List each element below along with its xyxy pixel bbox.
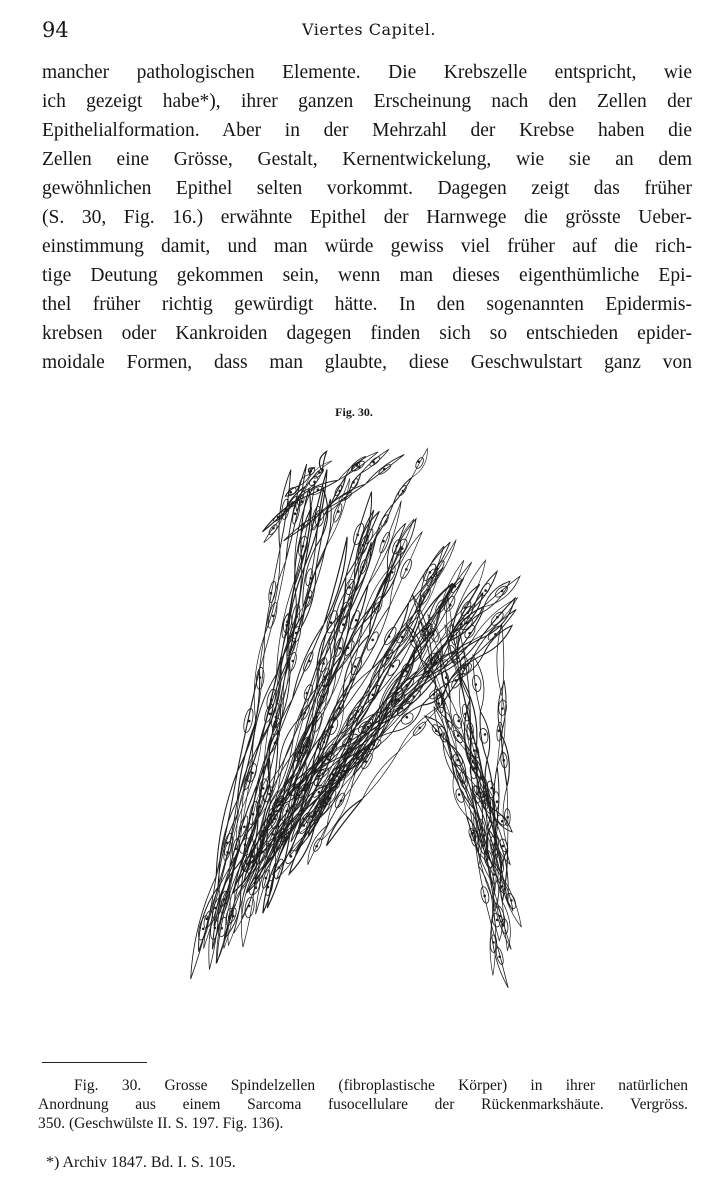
cell-nucleolus — [362, 566, 364, 568]
cell-nucleolus — [246, 779, 248, 781]
cell-nucleolus — [259, 806, 261, 808]
cell-nucleolus — [367, 726, 369, 728]
cell-nucleolus — [462, 781, 464, 783]
cell-nucleolus — [392, 665, 394, 667]
cell-nucleolus — [418, 461, 420, 463]
cell-nucleus — [244, 896, 256, 918]
cell-nucleolus — [214, 927, 216, 929]
cell-nucleolus — [422, 630, 424, 632]
cell-nucleolus — [494, 874, 496, 876]
cell-nucleolus — [270, 592, 272, 594]
cell-nucleolus — [290, 856, 292, 858]
running-head — [42, 18, 666, 44]
page-number: 94 — [42, 18, 69, 42]
cell-nucleolus — [347, 647, 349, 649]
text-line: (S. 30, Fig. 16.) erwähnte Epithel der Harnwege die grösste Ueber- — [42, 207, 692, 228]
cell-nucleolus — [235, 848, 237, 850]
cell-nucleolus — [447, 720, 449, 722]
cell-nucleolus — [332, 774, 334, 776]
cell-nucleolus — [406, 716, 408, 718]
cell-nucleolus — [248, 720, 250, 722]
cell-nucleolus — [433, 693, 435, 695]
footnote: *) Archiv 1847. Bd. I. S. 105. — [46, 1154, 236, 1171]
cell-nucleolus — [358, 758, 360, 760]
cell-nucleolus — [385, 715, 387, 717]
cell-nucleolus — [378, 605, 380, 607]
cell-nucleolus — [262, 851, 264, 853]
cell-nucleolus — [428, 632, 430, 634]
cell-nucleolus — [473, 750, 475, 752]
cell-nucleolus — [286, 624, 288, 626]
cell-nucleolus — [206, 918, 208, 920]
cell-nucleolus — [383, 540, 385, 542]
cell-nucleolus — [503, 924, 505, 926]
cell-nucleolus — [373, 461, 375, 463]
figure-legend — [38, 1076, 688, 1133]
spindle-cell — [473, 655, 484, 711]
cell-nucleolus — [464, 665, 466, 667]
cell-nucleolus — [330, 622, 332, 624]
cell-nucleolus — [335, 786, 337, 788]
cell-nucleolus — [484, 734, 486, 736]
spindle-cell — [362, 752, 397, 799]
cell-nucleolus — [441, 665, 443, 667]
cell-nucleolus — [470, 731, 472, 733]
cell-nucleolus — [432, 634, 434, 636]
cell-nucleolus — [362, 544, 364, 546]
cell-nucleolus — [295, 632, 297, 634]
spindle-cell — [501, 734, 509, 786]
cell-nucleolus — [452, 635, 454, 637]
cell-nucleolus — [507, 816, 509, 818]
cell-nucleolus — [271, 821, 273, 823]
cell-nucleolus — [259, 677, 261, 679]
cell-nucleolus — [274, 726, 276, 728]
cell-nucleolus — [496, 919, 498, 921]
cell-nucleolus — [358, 466, 360, 468]
cell-nucleolus — [401, 636, 403, 638]
cell-nucleolus — [465, 713, 467, 715]
spindle-cell — [483, 625, 512, 654]
cell-nucleolus — [286, 810, 288, 812]
cell-nucleolus — [327, 759, 329, 761]
cell-nucleolus — [383, 468, 385, 470]
cell-nucleolus — [501, 590, 503, 592]
cell-nucleolus — [337, 511, 339, 513]
cell-nucleolus — [492, 852, 494, 854]
cell-nucleolus — [495, 633, 497, 635]
cell-nucleolus — [437, 568, 439, 570]
cell-nucleolus — [344, 770, 346, 772]
cell-nucleolus — [342, 624, 344, 626]
cell-nucleolus — [275, 716, 277, 718]
legend-line: Fig. 30. Grosse Spindelzellen (fibroplastische Körper) in ihrer natürlichen — [74, 1077, 688, 1094]
cell-nucleolus — [406, 685, 408, 687]
cell-nucleolus — [277, 516, 279, 518]
text-line: Epithelialformation. Aber in der Mehrzahl der Krebse haben die — [42, 120, 692, 141]
cell-nucleolus — [300, 752, 302, 754]
cell-nucleolus — [472, 760, 474, 762]
cell-nucleolus — [378, 715, 380, 717]
cell-nucleolus — [435, 730, 437, 732]
cell-nucleolus — [347, 751, 349, 753]
cell-nucleolus — [296, 616, 298, 618]
cell-nucleolus — [475, 836, 477, 838]
cell-nucleolus — [339, 490, 341, 492]
cell-nucleolus — [372, 639, 374, 641]
cell-nucleolus — [311, 816, 313, 818]
cell-nucleolus — [273, 527, 275, 529]
cell-nucleolus — [290, 491, 292, 493]
cell-nucleolus — [439, 606, 441, 608]
cell-nucleolus — [464, 607, 466, 609]
cell-nucleus — [399, 711, 415, 727]
text-line: krebsen oder Kankroiden dagegen finden sich so entschieden epider- — [42, 323, 692, 344]
cell-nucleolus — [473, 769, 475, 771]
cell-nucleolus — [466, 622, 468, 624]
cell-nucleolus — [280, 835, 282, 837]
cell-nucleolus — [486, 859, 488, 861]
cell-nucleolus — [306, 692, 308, 694]
chapter-title: Viertes Capitel. — [302, 20, 436, 39]
cell-nucleolus — [397, 692, 399, 694]
cell-nucleolus — [301, 501, 303, 503]
cell-nucleolus — [428, 672, 430, 674]
figure-label: Fig. 30. — [335, 405, 373, 419]
cell-nucleolus — [248, 905, 250, 907]
cell-nucleolus — [500, 861, 502, 863]
cell-nucleolus — [475, 684, 477, 686]
cell-nucleolus — [458, 720, 460, 722]
cell-nucleus — [471, 675, 481, 692]
cell-nucleolus — [272, 833, 274, 835]
cell-nucleolus — [441, 734, 443, 736]
cell-nucleolus — [424, 596, 426, 598]
text-line: moidale Formen, dass man glaubte, diese Geschwulstart ganz von — [42, 352, 692, 373]
text-line: tige Deutung gekommen sein, wenn man dieses eigenthümliche Epi- — [42, 265, 692, 286]
cell-nucleolus — [215, 907, 217, 909]
cell-nucleolus — [310, 577, 312, 579]
cell-nucleolus — [324, 676, 326, 678]
cell-nucleolus — [291, 646, 293, 648]
text-line: mancher pathologischen Elemente. Die Krebszelle entspricht, wie — [42, 62, 692, 83]
cell-nucleus — [378, 531, 392, 554]
cell-nucleolus — [364, 727, 366, 729]
cell-nucleolus — [463, 667, 465, 669]
cell-nucleolus — [499, 956, 501, 958]
cell-nucleolus — [316, 845, 318, 847]
cell-nucleolus — [273, 850, 275, 852]
cell-nucleolus — [483, 796, 485, 798]
cell-nucleolus — [287, 621, 289, 623]
cell-nucleolus — [419, 727, 421, 729]
cell-nucleolus — [269, 713, 271, 715]
cell-nucleolus — [406, 671, 408, 673]
cell-nucleus — [368, 455, 381, 467]
cell-nucleolus — [279, 803, 281, 805]
cell-nucleolus — [449, 604, 451, 606]
cell-nucleus — [312, 837, 323, 852]
cell-nucleolus — [310, 470, 312, 472]
cell-nucleolus — [202, 928, 204, 930]
cell-nucleolus — [232, 915, 234, 917]
cell-nucleolus — [388, 636, 390, 638]
cell-nucleolus — [413, 696, 415, 698]
legend-line: Anordnung aus einem Sarcoma fusocellulare der Rückenmarkshäute. Vergröss. — [38, 1096, 688, 1113]
cell-nucleolus — [429, 572, 431, 574]
cell-nucleolus — [357, 534, 359, 536]
spindle-cell — [319, 451, 326, 471]
cell-nucleolus — [244, 826, 246, 828]
cell-nucleolus — [458, 794, 460, 796]
cell-nucleolus — [221, 927, 223, 929]
cell-nucleolus — [441, 700, 443, 702]
cell-nucleolus — [274, 742, 276, 744]
cell-nucleolus — [294, 513, 296, 515]
cell-nucleolus — [322, 773, 324, 775]
cell-nucleus — [268, 523, 279, 535]
cell-nucleolus — [318, 791, 320, 793]
cell-nucleolus — [340, 800, 342, 802]
cell-nucleolus — [434, 662, 436, 664]
cell-nucleolus — [274, 818, 276, 820]
cell-nucleolus — [438, 703, 440, 705]
cell-nucleolus — [267, 886, 269, 888]
cell-nucleolus — [431, 659, 433, 661]
cell-nucleolus — [227, 851, 229, 853]
cell-nucleolus — [316, 720, 318, 722]
cell-nucleolus — [402, 490, 404, 492]
cell-nucleolus — [387, 657, 389, 659]
cell-nucleus — [386, 658, 402, 677]
cell-nucleolus — [385, 521, 387, 523]
cell-nucleolus — [372, 694, 374, 696]
cell-nucleolus — [502, 845, 504, 847]
cell-nucleolus — [349, 587, 351, 589]
cell-nucleolus — [278, 867, 280, 869]
cell-nucleolus — [469, 632, 471, 634]
cell-nucleolus — [351, 718, 353, 720]
cell-nucleolus — [303, 818, 305, 820]
cell-nucleolus — [262, 830, 264, 832]
cell-nucleolus — [246, 863, 248, 865]
cell-nucleolus — [252, 856, 254, 858]
cell-nucleolus — [309, 597, 311, 599]
cell-nucleolus — [454, 586, 456, 588]
cell-nucleolus — [262, 787, 264, 789]
cell-nucleolus — [223, 899, 225, 901]
cell-nucleus — [379, 514, 389, 528]
cell-nucleolus — [496, 801, 498, 803]
cell-nucleolus — [457, 735, 459, 737]
cell-nucleolus — [323, 696, 325, 698]
cell-nucleolus — [303, 524, 305, 526]
cell-nucleolus — [453, 652, 455, 654]
cell-nucleolus — [482, 845, 484, 847]
cell-nucleolus — [323, 802, 325, 804]
cell-nucleolus — [304, 789, 306, 791]
cell-nucleolus — [308, 660, 310, 662]
cell-nucleolus — [285, 509, 287, 511]
cell-nucleolus — [323, 741, 325, 743]
cell-nucleolus — [401, 707, 403, 709]
cell-nucleolus — [501, 885, 503, 887]
cell-nucleolus — [269, 793, 271, 795]
cell-nucleolus — [314, 481, 316, 483]
cell-nucleolus — [244, 844, 246, 846]
cell-nucleolus — [319, 472, 321, 474]
cell-nucleolus — [489, 802, 491, 804]
cell-nucleolus — [245, 860, 247, 862]
cell-nucleolus — [344, 497, 346, 499]
cell-nucleolus — [493, 942, 495, 944]
cell-nucleolus — [511, 900, 513, 902]
cell-nucleolus — [411, 640, 413, 642]
cell-nucleolus — [270, 699, 272, 701]
cell-nucleolus — [476, 793, 478, 795]
cell-nucleolus — [329, 751, 331, 753]
cell-nucleolus — [323, 663, 325, 665]
cell-nucleolus — [269, 814, 271, 816]
cell-nucleolus — [292, 660, 294, 662]
cell-nucleolus — [373, 744, 375, 746]
cell-nucleolus — [365, 761, 367, 763]
cell-nucleolus — [287, 826, 289, 828]
spindle-cell — [301, 570, 315, 627]
footnote-divider — [42, 1062, 147, 1063]
cell-nucleolus — [484, 895, 486, 897]
cell-nucleolus — [455, 680, 457, 682]
cell-nucleolus — [484, 787, 486, 789]
cell-nucleolus — [398, 700, 400, 702]
cell-nucleus — [479, 728, 489, 744]
cell-nucleolus — [292, 788, 294, 790]
cell-nucleolus — [391, 571, 393, 573]
cell-nucleolus — [339, 707, 341, 709]
cell-nucleolus — [354, 666, 356, 668]
cell-nucleolus — [253, 865, 255, 867]
cell-nucleolus — [342, 770, 344, 772]
cell-nucleolus — [304, 712, 306, 714]
spindle-cells-illustration — [170, 432, 530, 1022]
cell-nucleolus — [494, 843, 496, 845]
text-line: Zellen eine Grösse, Gestalt, Kernentwickelung, wie sie an dem — [42, 149, 692, 170]
cell-nucleolus — [484, 800, 486, 802]
text-line: einstimmung damit, und man würde gewiss viel früher auf die rich- — [42, 236, 692, 257]
cell-nucleolus — [491, 787, 493, 789]
cell-nucleolus — [471, 832, 473, 834]
cell-nucleolus — [343, 609, 345, 611]
text-line: thel früher richtig gewürdigt hätte. In den sogenannten Epidermis- — [42, 294, 692, 315]
cell-nucleolus — [252, 813, 254, 815]
cell-nucleolus — [276, 805, 278, 807]
cell-nucleolus — [302, 545, 304, 547]
cell-nucleolus — [498, 730, 500, 732]
cell-nucleolus — [457, 759, 459, 761]
cell-nucleolus — [406, 569, 408, 571]
cell-nucleolus — [300, 782, 302, 784]
cell-nucleolus — [458, 657, 460, 659]
legend-line: 350. (Geschwülste II. S. 197. Fig. 136). — [38, 1115, 284, 1132]
illustration-svg — [170, 432, 530, 1022]
cell-nucleolus — [401, 548, 403, 550]
cell-nucleolus — [355, 619, 357, 621]
cell-nucleolus — [497, 616, 499, 618]
cell-nucleolus — [255, 887, 257, 889]
text-line: ich gezeigt habe*), ihrer ganzen Erscheinung nach den Zellen der — [42, 91, 692, 112]
cell-nucleolus — [353, 481, 355, 483]
cell-nucleolus — [292, 502, 294, 504]
spindle-cell — [412, 449, 428, 478]
cell-nucleolus — [339, 647, 341, 649]
body-text — [42, 58, 692, 377]
cell-nucleolus — [501, 708, 503, 710]
cell-nucleolus — [319, 518, 321, 520]
cell-nucleolus — [349, 738, 351, 740]
spindle-cell — [473, 609, 516, 656]
cell-nucleolus — [356, 465, 358, 467]
cell-nucleolus — [445, 677, 447, 679]
cell-nucleolus — [481, 826, 483, 828]
cell-nucleolus — [317, 489, 319, 491]
text-line: gewöhnlichen Epithel selten vorkommt. Dagegen zeigt das früher — [42, 178, 692, 199]
cell-nucleolus — [332, 726, 334, 728]
cell-nucleolus — [501, 820, 503, 822]
cell-nucleolus — [485, 590, 487, 592]
cell-nucleolus — [503, 759, 505, 761]
cell-nucleolus — [272, 615, 274, 617]
cell-nucleolus — [265, 877, 267, 879]
